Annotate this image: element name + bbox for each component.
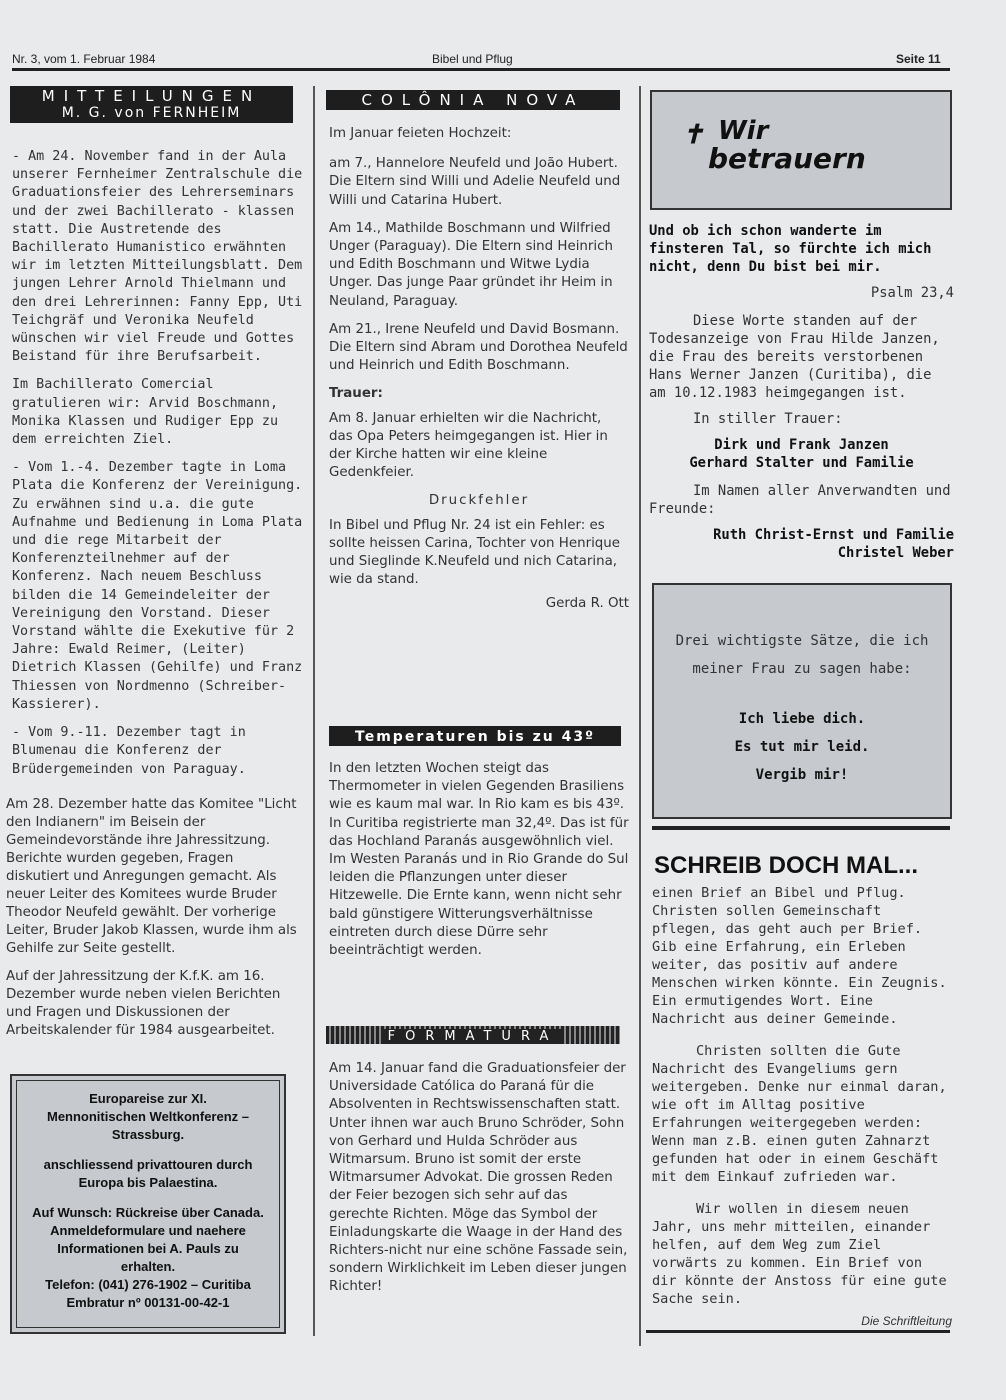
obituary-text: Diese Worte standen auf der Todesanzeige von Frau Hilde Janzen, die Frau des bereits verstorbenen Hans Werner Janzen (Curitiba), die am 10.12.1983 heimgegangen ist. [649,313,940,401]
logo-word-1: Wir [718,116,769,146]
heading-line-2: M. G. von FERNHEIM [61,105,242,121]
section-rule [652,826,950,830]
ad-line: Anmeldeformulare und naehere [50,1223,246,1238]
schreib-doch-mal-heading: SCHREIB DOCH MAL... [654,852,918,879]
ad-line: Strassburg. [111,1127,185,1142]
trauer-heading: Trauer: [329,386,383,402]
article-paragraph: Christen sollten die Gute Nachricht des Evangeliums gern weitergeben. Denke nur einmal daran, wie oft im Alltag positive Erfahrungen weitergegeben werden: Wenn man z.B. einen guten Zahnarzt gefunden hat oder in einem Geschäft mit dem Einkauf zufrieden war. [652,1043,947,1185]
formatura-article [329,1060,629,1297]
europareise-ad [10,1074,286,1334]
cross-icon: ✝ [682,120,704,150]
druckfehler-text: In Bibel und Pflug Nr. 24 ist ein Fehler: es sollte heissen Carina, Tochter von Henrique und Sieglinde K.Neufeld und nich Catarina, wie da stand. [329,517,621,588]
box-line: Vergib mir! [755,767,849,783]
ad-line: Informationen bei A. Pauls zu [57,1241,239,1256]
article-paragraph: Im Bachillerato Comercial gratulieren wir: Arvid Boschmann, Monika Klassen und Rudiger Epp zu dem erreichten Ziel. [12,377,279,448]
obituary-text: In stiller Trauer: [693,411,843,427]
article-paragraph: - Vom 1.-4. Dezember tagte in Loma Plata die Konferenz der Vereinigung. Zu erwähnen sind u.a. die gute Aufnahme und Bedienung in Loma Plata und die rege Mitarbeit der Konferenzteilnehmer auf der Konferenz. Nach neuem Beschluss bilden die 14 Gemeindeleiter der Vereinigung den Vorstand. Dieser Vorstand wählte die Exekutive für 2 Jahre: Ewald Reimer, (Leiter) Dietrich Klassen (Gehilfe) und Franz Thiessen von Nordmenno (Schreiber- Kassierer). [12,460,303,712]
formatura-heading [326,1026,620,1044]
wedding-notice: Am 21., Irene Neufeld und David Bosmann. Die Eltern sind Abram und Dorothea Neufeld und Heinrich und Edith Boschmann. [329,321,628,374]
ad-line: Embratur nº 00131-00-42-1 [66,1295,230,1310]
signature: Gerda R. Ott [545,596,629,612]
heading-line-1: MITTEILUNGEN [41,87,262,105]
druckfehler-heading: Druckfehler [428,493,530,509]
wedding-notice: Am 14., Mathilde Boschmann und Wilfried Unger (Paraguay). Die Eltern sind Heinrich und Edith Boschmann und Witwe Lydia Unger. Das junge Paar gründet ihr Heim in Neuland, Paraguay. [329,220,613,309]
temperaturen-heading [329,726,621,746]
schreib-article [652,884,952,1330]
article-paragraph: Auf der Jahressitzung der K.f.K. am 16. Dezember wurde neben vielen Berichten und Fragen und Diskussionen der Arbeitskalender für 1984 ausgearbeitet. [6,969,281,1038]
heading-text: FORMATURA [384,1029,563,1044]
section-rule [646,1330,950,1333]
wedding-notice: am 7., Hannelore Neufeld und João Hubert. Die Eltern sind Willi und Adelie Neufeld und Willi und Catarina Hubert. [329,156,621,208]
ad-line: Auf Wunsch: Rückreise über Canada. [32,1205,264,1220]
header-rule [12,68,950,71]
ad-line: anschliessend privattouren durch [43,1157,253,1172]
article-paragraph: In den letzten Wochen steigt das Thermometer in vielen Gegenden Brasiliens wie es kaum mal war. In Rio kam es bis 43º. In Curitiba registrierte man 32,4º. Das ist für das Hochland Paranás ausgewöhnlich viel. Im Westen Paranás und in Rio Grande do Sul leiden die Pflanzungen unter dieser Hitzewelle. Die Ernte kann, wenn nicht sehr bald günstigere Witterungsverhältnisse eintreten durch diese Dürre sehr beeinträchtigt werden. [329,761,629,959]
publication-title: Bibel und Pflug [432,52,513,66]
intro-text: Im Januar feieten Hochzeit: [329,126,512,141]
ad-line: Europareise zur XI. [89,1091,207,1106]
mourner-names: Ruth Christ-Ernst und Familie [713,527,954,543]
article-paragraph: - Am 24. November fand in der Aula unserer Fernheimer Zentralschule die Graduationsfeier des Lehrerseminars und der zwei Bachillerato - klassen statt. Die Austretende des Bachillerato Humanistico erwähnten wir im letzten Mitteilungsblatt. Dem jungen Lehrer Arnold Thielmann und den drei Lehrerinnen: Fanny Epp, Uti Teichgräf und Veronika Neufeld wünschen wir viel Freude und Gottes Beistand für ihre Berufsarbeit. [12,149,303,365]
colonia-nova-articles [329,125,629,624]
bible-verse: Und ob ich schon wanderte im finsteren Tal, so fürchte ich mich nicht, denn Du bist bei mir. [649,223,932,275]
ad-line: Mennonitischen Weltkonferenz – [46,1109,249,1124]
mitteilungen-heading [10,86,293,123]
ad-line: erhalten. [120,1259,176,1274]
article-paragraph: Am 14. Januar fand die Graduationsfeier der Universidade Católica do Paraná für die Absolventen in Rechtswissenschaften statt. Unter ihnen war auch Bruno Schröder, Sohn von Gerhard und Hulda Schröder aus Witmarsum. Bruno ist somit der erste Witmarsumer Advokat. Die grossen Reden der Feier bezogen sich sehr auf das gerechte Richten. Möge das Symbol der Einladungskarte die Waage in der Hand des Richters-nicht nur eine schöne Fassade sein, sondern Wirklichkeit im Leben dieser jungen Richter! [329,1061,628,1295]
trauer-text: Am 8. Januar erhielten wir die Nachricht, das Opa Peters heimgegangen ist. Hier in der Kirche hatten wir eine kleine Gedenkfeier. [329,410,608,481]
page-number: Seite 11 [896,52,941,66]
wir-betrauern-banner [650,90,952,210]
colonia-nova-heading [326,90,620,110]
mourner-names: Gerhard Stalter und Familie [689,455,914,471]
box-line: meiner Frau zu sagen habe: [692,661,912,677]
three-sentences-box [652,583,952,819]
issue-info: Nr. 3, vom 1. Februar 1984 [12,52,156,66]
ad-line: Telefon: (041) 276-1902 – Curitiba [45,1277,251,1292]
box-line: Ich liebe dich. [738,711,866,727]
psalm-reference: Psalm 23,4 [870,285,954,301]
article-paragraph: Wir wollen in diesem neuen Jahr, uns mehr mitteilen, einander helfen, auf dem Weg zum Ziel vorwärts zu kommen. Ein Brief von dir könnte der Anstoss für eine gute Sache sein. [652,1201,947,1307]
mourner-names: Dirk und Frank Janzen [714,437,889,453]
ad-line: Europa bis Palaestina. [78,1175,218,1190]
heading-text: COLÔNIA NOVA [361,91,585,109]
article-paragraph: Am 28. Dezember hatte das Komitee "Licht den Indianern" im Beisein der Gemeindevorstände ihre Jahressitzung. Berichte wurden gegeben, Fragen diskutiert und Anregungen gemacht. Als neuer Leiter des Komitees wurde Bruder Theodor Neufeld gewählt. Der vorherige Leiter, Bruder Jakob Klassen, wurde ihm als Gehilfe zur Seite gestellt. [6,797,297,956]
column-divider [639,86,641,1346]
heading-text: Temperaturen bis zu 43º [355,729,595,745]
temperaturen-article [329,760,629,960]
box-line: Drei wichtigste Sätze, die ich [675,633,929,649]
signature: Die Schriftleitung [861,1314,952,1328]
obituary-text: Im Namen aller Anverwandten und Freunde: [649,483,951,517]
box-line: Es tut mir leid. [734,739,870,755]
logo-word-2: betrauern [708,142,866,175]
article-paragraph: - Vom 9.-11. Dezember tagt in Blumenau die Konferenz der Brüdergemeinden von Paraguay. [12,725,246,777]
article-paragraph: einen Brief an Bibel und Pflug. Christen sollen Gemeinschaft pflegen, das geht auch per Brief. Gib eine Erfahrung, ein Erleben weiter, das positiv auf andere Menschen wirken könnte. Ein Zeugnis. Ein ermutigendes Wort. Eine Nachricht aus deiner Gemeinde. [652,885,947,1027]
column-divider [313,86,315,1336]
mourner-names: Christel Weber [837,545,954,561]
obituary [649,222,954,562]
mitteilungen-articles [12,148,304,789]
mitteilungen-articles-2 [6,796,298,1050]
